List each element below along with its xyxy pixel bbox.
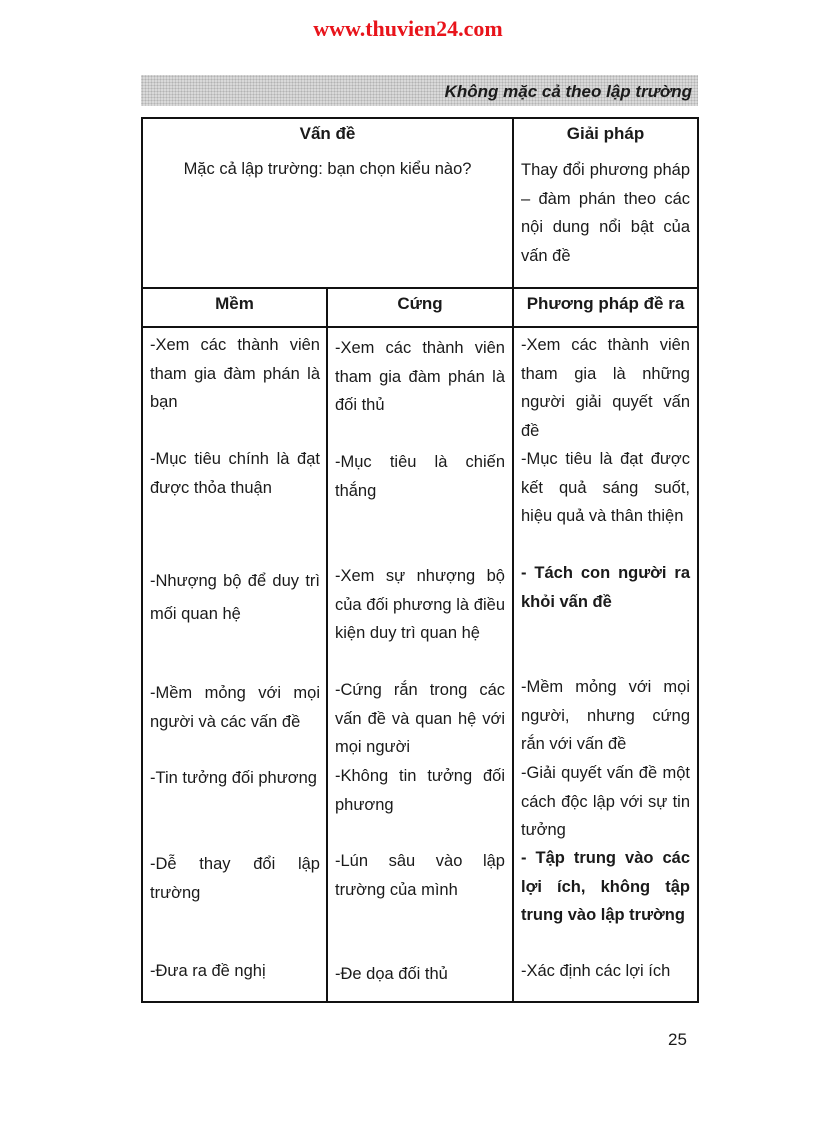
- proposed-item: -Xem các thành viên tham gia là những người giải quyết vấn đề: [521, 336, 690, 440]
- proposed-item-key-principle: - Tách con người ra khỏi vấn đề: [521, 564, 690, 611]
- table-border-right: [697, 117, 699, 1003]
- proposed-item-key-principle: - Tập trung vào các lợi ích, không tập trung vào lập trường: [521, 849, 690, 924]
- soft-item: -Tin tưởng đối phương: [150, 769, 317, 787]
- column-header-proposed: Phương pháp đề ra: [526, 294, 685, 313]
- issue-header: Vấn đề: [299, 124, 356, 143]
- hard-item: -Xem sự nhượng bộ của đối phương là điều kiện duy trì quan hệ: [335, 567, 505, 642]
- soft-item: -Nhượng bộ để duy trì mối quan hệ: [150, 572, 320, 623]
- proposed-item: -Mềm mỏng với mọi người, nhưng cứng rắn với vấn đề: [521, 678, 690, 753]
- solution-header: Giải pháp: [566, 124, 645, 143]
- soft-item: -Mục tiêu chính là đạt được thỏa thuận: [150, 450, 320, 497]
- soft-item: -Xem các thành viên tham gia đàm phán là bạn: [150, 336, 320, 411]
- table-rule-column-headers: [141, 326, 699, 328]
- hard-item: -Xem các thành viên tham gia đàm phán là đối thủ: [335, 339, 505, 414]
- hard-item: -Đe dọa đối thủ: [335, 965, 448, 983]
- soft-item: -Dễ thay đổi lập trường: [150, 855, 320, 902]
- hard-item: -Mục tiêu là chiến thắng: [335, 453, 505, 500]
- issue-text: Mặc cả lập trường: bạn chọn kiểu nào?: [183, 160, 472, 178]
- proposed-item: -Giải quyết vấn đề một cách độc lập với sự tin tưởng: [521, 764, 690, 839]
- chapter-header-bar: [141, 75, 698, 106]
- table-divider-soft-hard: [326, 287, 328, 1003]
- soft-item: -Đưa ra đề nghị: [150, 962, 266, 980]
- page-number: 25: [668, 1030, 687, 1049]
- table-divider-solution: [512, 117, 514, 1003]
- column-header-hard: Cứng: [397, 294, 443, 313]
- hard-item: -Không tin tưởng đối phương: [335, 767, 505, 814]
- column-header-soft: Mềm: [215, 294, 254, 313]
- proposed-item: -Xác định các lợi ích: [521, 962, 671, 980]
- table-border-bottom: [141, 1001, 699, 1003]
- table-border-left: [141, 117, 143, 1003]
- hard-item: -Lún sâu vào lập trường của mình: [335, 852, 505, 899]
- proposed-item: -Mục tiêu là đạt được kết quả sáng suốt, hiệu quả và thân thiện: [521, 450, 690, 525]
- table-rule-top-section: [141, 287, 699, 289]
- chapter-title: Không mặc cả theo lập trường: [444, 82, 692, 101]
- hard-item: -Cứng rắn trong các vấn đề và quan hệ với mọi người: [335, 681, 505, 756]
- table-border-top: [141, 117, 699, 119]
- soft-item: -Mềm mỏng với mọi người và các vấn đề: [150, 684, 320, 731]
- site-url[interactable]: www.thuvien24.com: [313, 16, 503, 41]
- solution-text: Thay đổi phương pháp – đàm phán theo các nội dung nổi bật của vấn đề: [521, 161, 690, 265]
